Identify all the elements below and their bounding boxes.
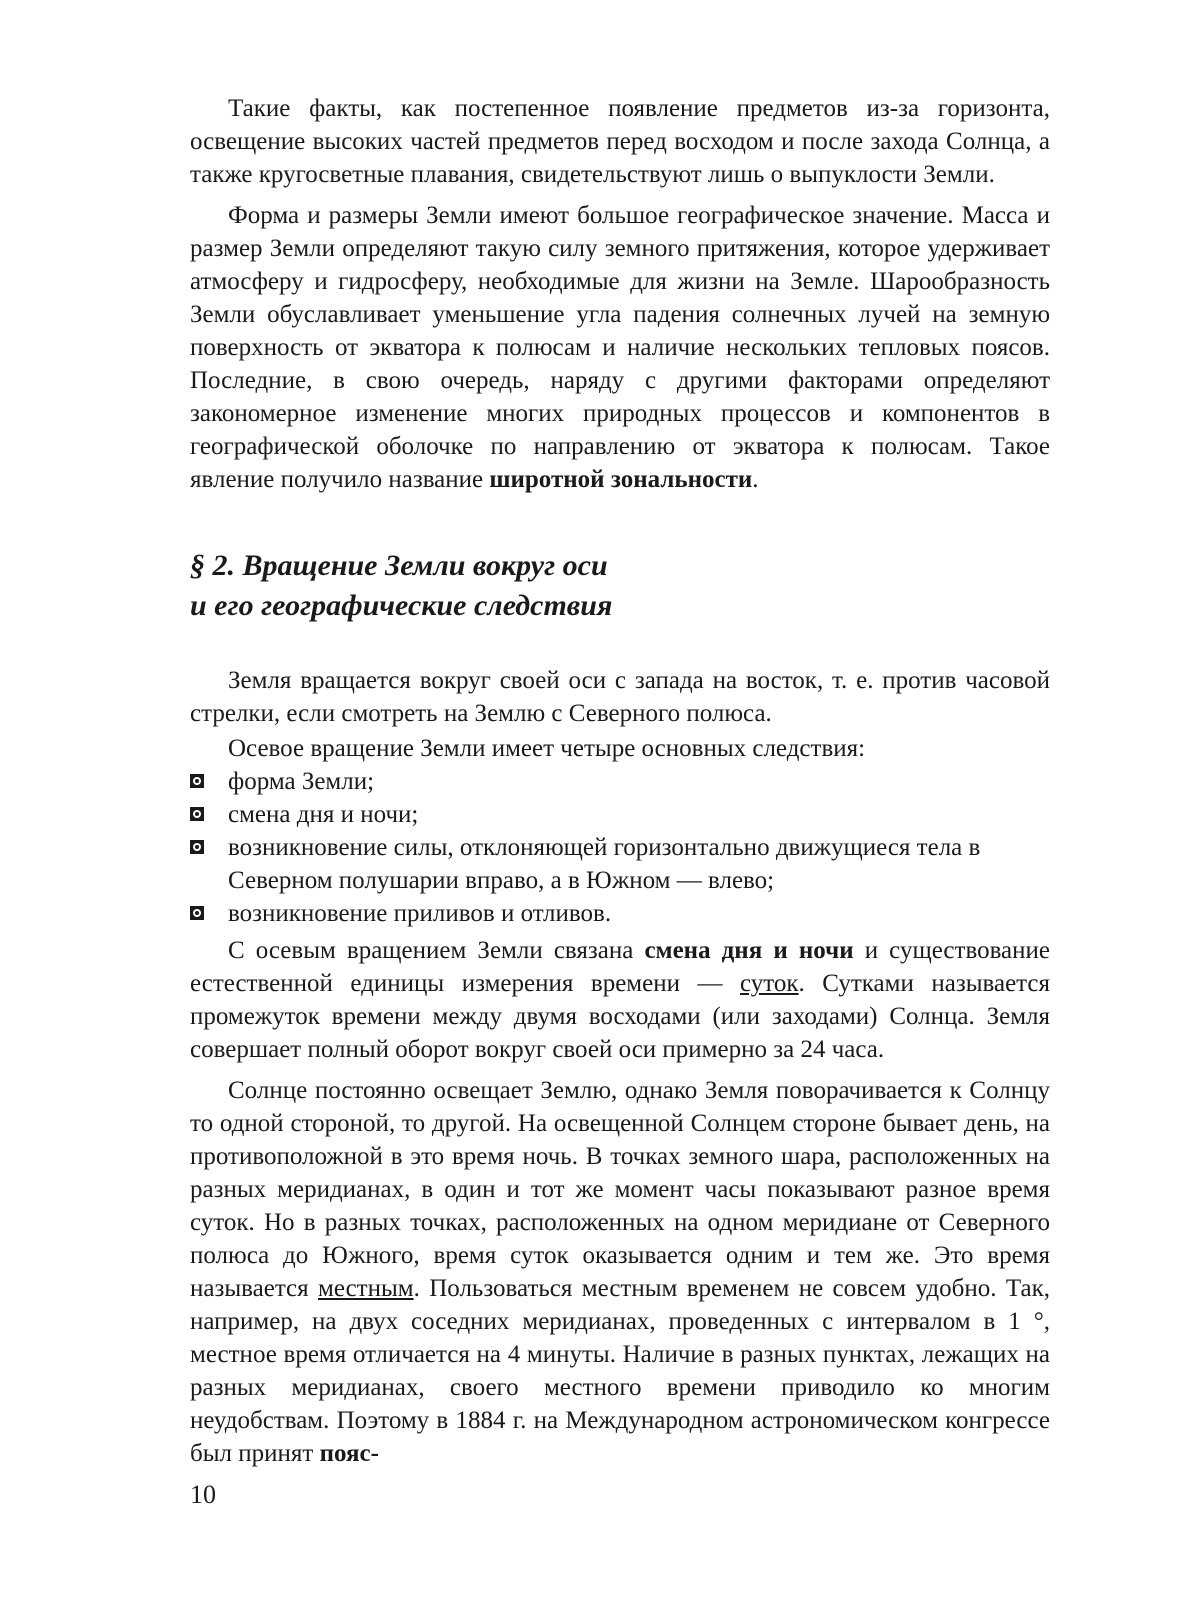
term-zone-time: пояс- [319,1440,379,1467]
paragraph-end: . [752,466,759,493]
list-item-text: форма Земли; [228,768,375,795]
list-item [190,765,1050,798]
term-local: местным [318,1275,414,1302]
list-item [190,831,1050,897]
list-item-text: смена дня и ночи; [228,801,419,828]
section-title [190,546,1050,626]
list-item-text: возникновение приливов и отливов. [228,900,612,927]
paragraph-consequences-intro: Осевое вращение Земли имеет четыре основных следствия: [228,735,866,762]
term-day-night-change: смена дня и ночи [644,937,854,964]
paragraph-day-night [190,934,1050,1066]
paragraph-end: . Сутками называется промежуток времени между двумя восходами (или заходами) Солнца. Земля совершает полный оборот вокруг своей оси примерно за 24 часа. [190,970,1050,1063]
paragraph-start: С осевым вращением Земли связана [228,937,645,964]
term-latitudinal-zonality: широтной зональности [489,466,753,493]
bullet-icon [190,840,204,854]
list-item-text: возникновение силы, отклоняющей горизонтально движущиеся тела в Северном полушарии вправо, а в Южном — влево; [228,834,981,894]
paragraph-horizon-facts: Такие факты, как постепенное появление предметов из-за горизонта, освещение высоких частей предметов перед восходом и после захода Солнца, а также кругосветные плавания, свидетельствуют лишь о выпуклости Земли. [190,95,1050,188]
paragraph-rotation-direction: Земля вращается вокруг своей оси с запада на восток, т. е. против часовой стрелки, если смотреть на Землю с Северного полюса. [190,667,1050,727]
section-title-line2: и его географические следствия [190,589,613,622]
page-content [190,92,1050,1470]
paragraph-middle: и существование естественной единицы измерения времени — [190,937,1050,997]
section-title-line1: § 2. Вращение Земли вокруг оси [190,549,608,582]
term-days: суток [740,970,799,997]
page-number: 10 [190,1480,216,1509]
paragraph-text: Форма и размеры Земли имеют большое географическое значение. Масса и размер Земли определяют такую силу земного притяжения, которое удерживает атмосферу и гидросферу, необходимые для жизни на Земле. Шарообразность Земли обуславливает уменьшение угла падения солнечных лучей на земную поверхность от экватора к полюсам и наличие нескольких тепловых поясов. Последние, в свою очередь, наряду с другими факторами определяют закономерное изменение многих природных процессов и компонентов в географической оболочке по направлению от экватора к полюсам. Такое явление получило название [190,202,1050,493]
list-item [190,897,1050,930]
consequences-list [190,765,1050,930]
bullet-icon [190,774,204,788]
paragraph-earth-shape-significance [190,199,1050,496]
paragraph-middle: . Пользоваться местным временем не совсем удобно. Так, например, на двух соседних меридианах, проведенных с интервалом в 1 °, местное время отличается на 4 минуты. Наличие в разных пунктах, лежащих на разных меридианах, своего местного времени приводило ко многим неудобствам. Поэтому в 1884 г. на Международном астрономическом конгрессе был принят [190,1275,1051,1467]
bullet-icon [190,807,204,821]
bullet-icon [190,906,204,920]
list-item [190,798,1050,831]
paragraph-local-time [190,1074,1050,1470]
paragraph-start: Солнце постоянно освещает Землю, однако Земля поворачивается к Солнцу то одной стороной, то другой. На освещенной Солнцем стороне бывает день, на противоположной в это время ночь. В точках земного шара, расположенных на разных меридианах, в один и тот же момент часы показывают разное время суток. Но в разных точках, расположенных на одном меридиане от Северного полюса до Южного, время суток оказывается одним и тем же. Это время называется [190,1077,1050,1302]
